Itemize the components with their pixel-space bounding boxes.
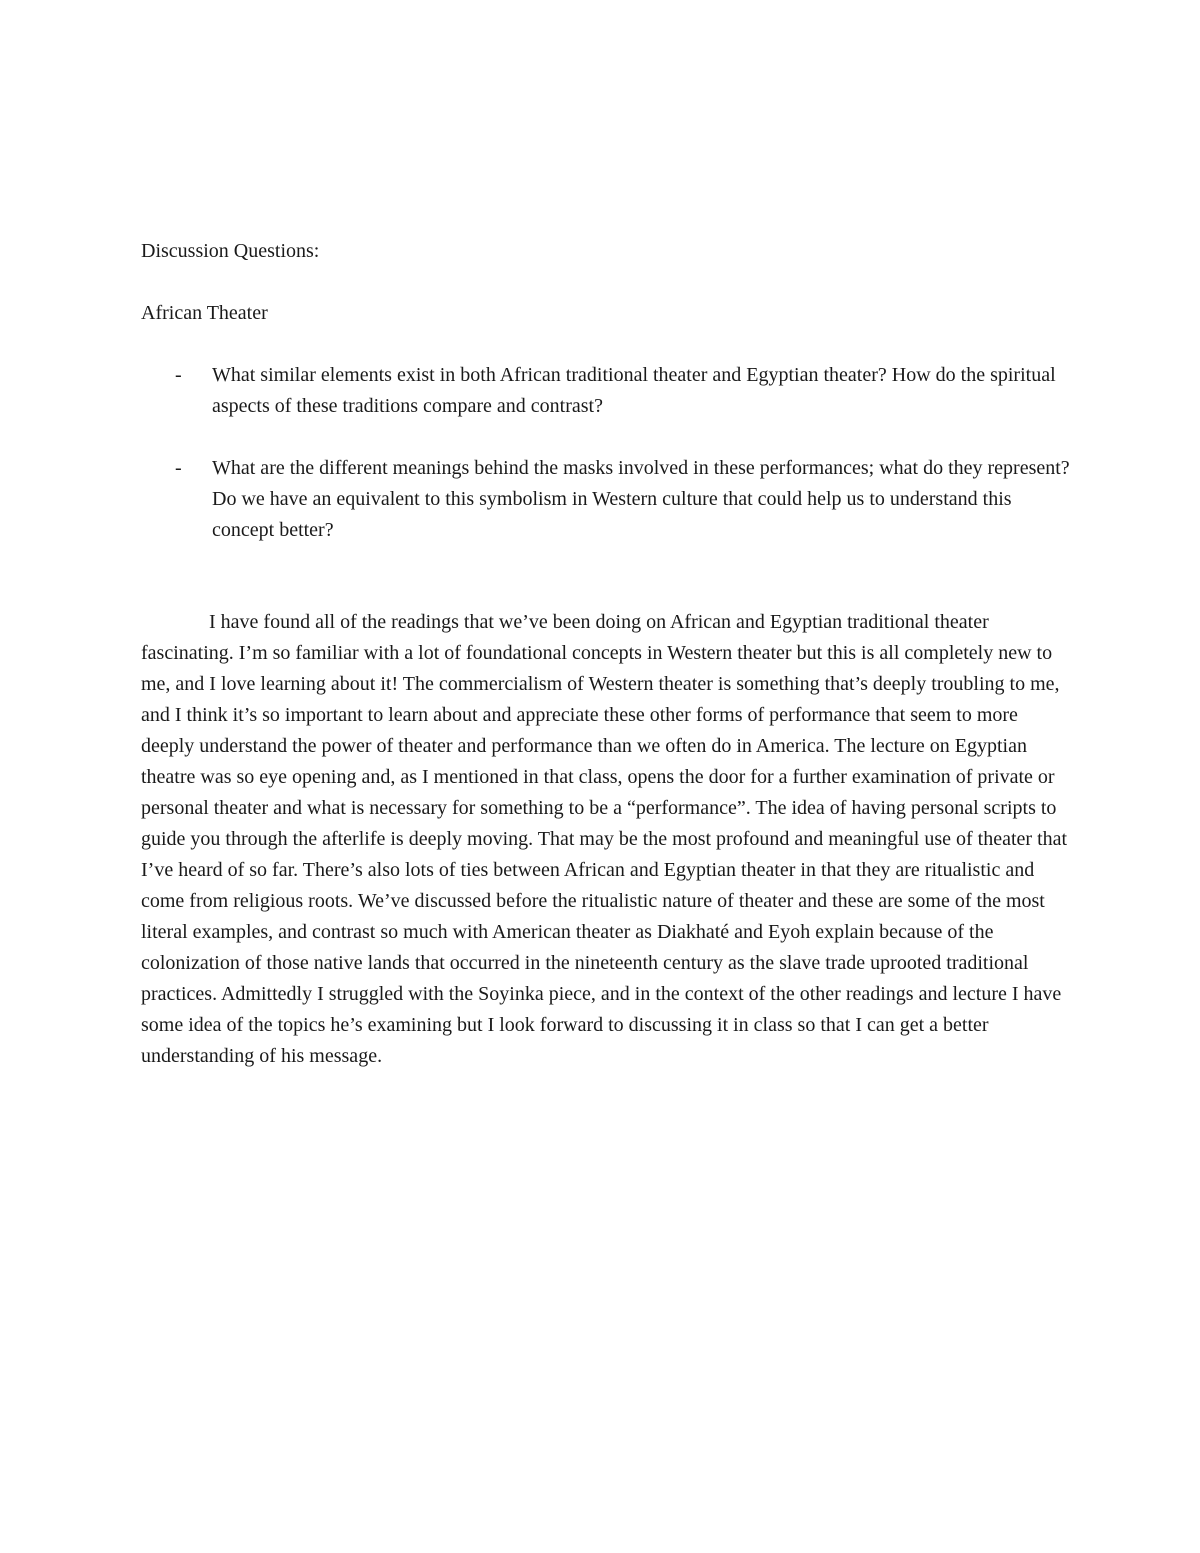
section-heading: African Theater <box>141 302 268 324</box>
question-item <box>141 453 1071 546</box>
bullet-marker: - <box>175 364 182 386</box>
bullet-marker: - <box>175 457 182 479</box>
question-list <box>141 360 1071 577</box>
question-text: What are the different meanings behind the masks involved in these performances; what do they represent? Do we have an equivalent to this symbolism in Western culture that could help us to understand this concept better? <box>212 457 1070 541</box>
page-heading: Discussion Questions: <box>141 240 320 262</box>
question-item <box>141 360 1071 422</box>
response-paragraph: I have found all of the readings that we’ve been doing on African and Egyptian traditional theater fascinating. I’m so familiar with a lot of foundational concepts in Western theater but this is all completely new to me, and I love learning about it! The commercialism of Western theater is something that’s deeply troubling to me, and I think it’s so important to learn about and appreciate these other forms of performance that seem to more deeply understand the power of theater and performance than we often do in America. The lecture on Egyptian theatre was so eye opening and, as I mentioned in that class, opens the door for a further examination of private or personal theater and what is necessary for something to be a “performance”. The idea of having personal scripts to guide you through the afterlife is deeply moving. That may be the most profound and meaningful use of theater that I’ve heard of so far. There’s also lots of ties between African and Egyptian theater in that they are ritualistic and come from religious roots. We’ve discussed before the ritualistic nature of theater and these are some of the most literal examples, and contrast so much with American theater as Diakhaté and Eyoh explain because of the colonization of those native lands that occurred in the nineteenth century as the slave trade uprooted traditional practices. Admittedly I struggled with the Soyinka piece, and in the context of the other readings and lecture I have some idea of the topics he’s examining but I look forward to discussing it in class so that I can get a better understanding of his message. <box>141 611 1068 1067</box>
question-text: What similar elements exist in both African traditional theater and Egyptian theater? How do the spiritual aspects of these traditions compare and contrast? <box>212 364 1056 417</box>
